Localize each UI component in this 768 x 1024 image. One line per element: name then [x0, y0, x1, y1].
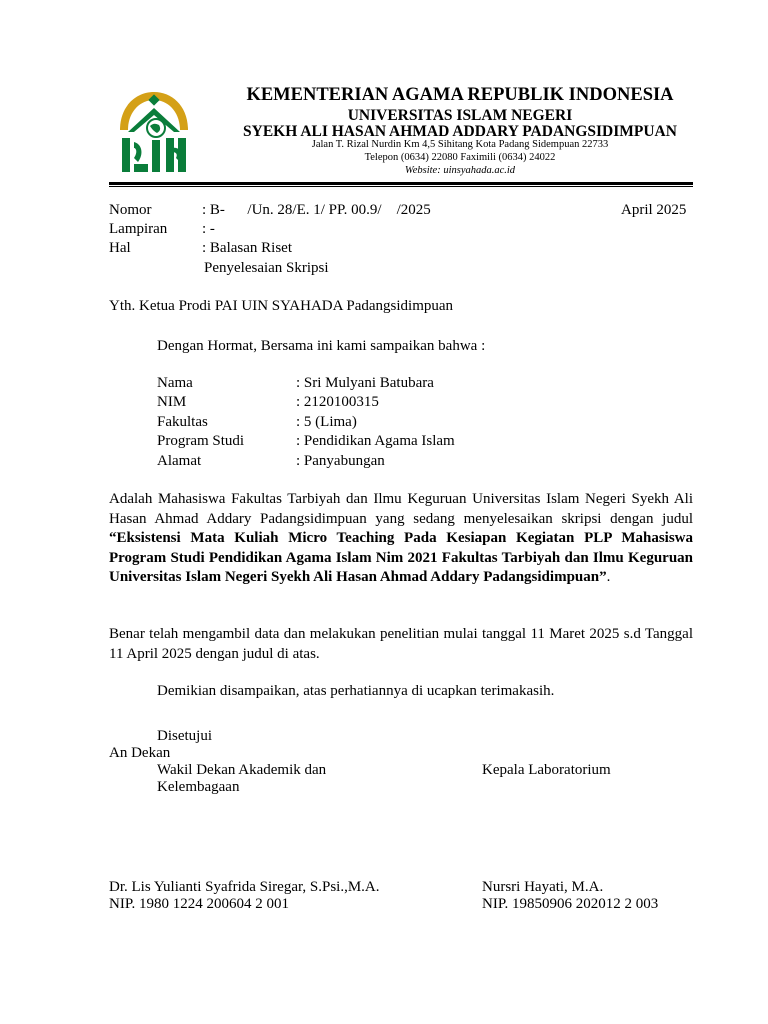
student-value-prodi: : Pendidikan Agama Islam [296, 433, 455, 449]
student-label-nim: NIM [157, 394, 187, 410]
university-name-heading: SYEKH ALI HASAN AHMAD ADDARY PADANGSIDIMPUAN [243, 123, 677, 140]
right-signer-name: Nursri Hayati, M.A. [482, 879, 604, 895]
right-signer-role: Kepala Laboratorium [482, 762, 611, 778]
ministry-heading: KEMENTERIAN AGAMA REPUBLIK INDONESIA [246, 85, 674, 105]
university-heading: UNIVERSITAS ISLAM NEGERI [347, 107, 573, 124]
hal-value: : Balasan Riset [202, 240, 292, 256]
left-signer-name: Dr. Lis Yulianti Syafrida Siregar, S.Psi.,M.A. [109, 879, 380, 895]
student-label-prodi: Program Studi [157, 433, 245, 449]
website-line: Website: uinsyahada.ac.id [404, 165, 516, 176]
recipient: Yth. Ketua Prodi PAI UIN SYAHADA Padangsidimpuan [109, 298, 454, 314]
left-signer-role-2: Kelembagaan [157, 779, 240, 795]
thesis-title: “Eksistensi Mata Kuliah Micro Teaching Pada Kesiapan Kegiatan PLP Mahasiswa Program Studi Pendidikan Agama Islam Nim 2021 Fakultas Tarbiyah dan Ilmu Keguruan Universitas Islam Negeri Syekh Ali Hasan Ahmad Addary Padangsidimpuan” [109, 530, 693, 585]
lampiran-label: Lampiran [109, 221, 168, 237]
left-signer-nip: NIP. 1980 1224 200604 2 001 [109, 896, 290, 912]
lampiran-value: : - [202, 221, 215, 237]
right-signer-nip: NIP. 19850906 202012 2 003 [482, 896, 659, 912]
body-intro: Adalah Mahasiswa Fakultas Tarbiyah dan Ilmu Keguruan Universitas Islam Negeri Syekh Ali Hasan Ahmad Addary Padangsidimpuan yang sedang menyelesaikan skripsi dengan judul [109, 491, 693, 527]
nomor-value: : B- /Un. 28/E. 1/ PP. 00.9/ /2025 [202, 202, 431, 218]
greeting: Dengan Hormat, Bersama ini kami sampaikan bahwa : [157, 338, 486, 354]
student-value-alamat: : Panyabungan [296, 453, 385, 469]
address-line: Jalan T. Rizal Nurdin Km 4,5 Sihitang Kota Padang Sidempuan 22733 [311, 139, 609, 150]
student-label-alamat: Alamat [157, 453, 202, 469]
student-label-fakultas: Fakultas [157, 414, 208, 430]
approved-label: Disetujui [157, 728, 212, 744]
an-dekan-label: An Dekan [109, 745, 171, 761]
student-value-fakultas: : 5 (Lima) [296, 414, 357, 430]
nomor-label: Nomor [109, 202, 152, 218]
closing-line: Demikian disampaikan, atas perhatiannya di ucapkan terimakasih. [157, 683, 555, 699]
research-paragraph: Benar telah mengambil data dan melakukan penelitian mulai tanggal 11 Maret 2025 s.d Tanggal 11 April 2025 dengan judul di atas. [109, 626, 693, 662]
header-divider-thin [109, 186, 693, 187]
letter-date: April 2025 [621, 202, 687, 218]
university-logo [114, 88, 194, 180]
header-divider-thick [109, 182, 693, 185]
phone-line: Telepon (0634) 22080 Faximili (0634) 24022 [364, 152, 556, 163]
body-paragraph [109, 490, 693, 588]
student-value-nim: : 2120100315 [296, 394, 379, 410]
thesis-title-end: . [606, 569, 611, 585]
student-value-nama: : Sri Mulyani Batubara [296, 375, 434, 391]
left-signer-role: Wakil Dekan Akademik dan [157, 762, 327, 778]
student-label-nama: Nama [157, 375, 193, 391]
hal-label: Hal [109, 240, 131, 256]
hal-value-2: Penyelesaian Skripsi [204, 260, 329, 276]
